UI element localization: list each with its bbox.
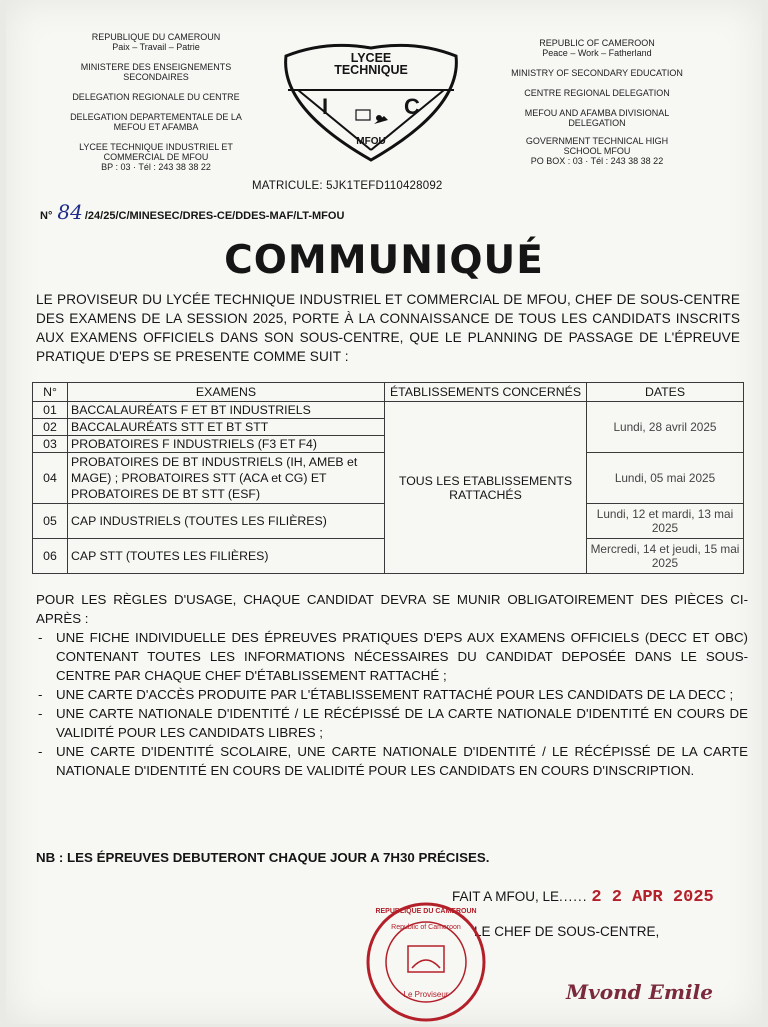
row-num: 06 bbox=[33, 539, 68, 574]
seal-bottom-text: Le Proviseur bbox=[403, 990, 449, 999]
logo-mfou: MFOU bbox=[356, 136, 386, 147]
requirements-intro: POUR LES RÈGLES D'USAGE, CHAQUE CANDIDAT DEVRA SE MUNIR OBLIGATOIREMENT DES PIÈCES CI-APRÈS : bbox=[36, 592, 748, 626]
handwritten-signature: Mvond Emile bbox=[566, 980, 713, 1004]
page-title: COMMUNIQUÉ bbox=[224, 238, 544, 283]
logo-text-top bbox=[276, 52, 466, 76]
row-num: 01 bbox=[33, 402, 68, 419]
reference-prefix: N° bbox=[40, 210, 53, 222]
row-exam: BACCALAURÉATS F ET BT INDUSTRIELS bbox=[68, 402, 385, 419]
row-exam: CAP STT (TOUTES LES FILIÈRES) bbox=[68, 539, 385, 574]
header-right-regional: CENTRE REGIONAL DELEGATION bbox=[524, 88, 670, 98]
table-row bbox=[33, 402, 744, 419]
row-num: 03 bbox=[33, 436, 68, 453]
header-examens: EXAMENS bbox=[68, 383, 385, 402]
header-right-contact: PO BOX : 03 · Tél : 243 38 38 22 bbox=[530, 156, 664, 166]
row-exam: PROBATOIRES DE BT INDUSTRIELS (IH, AMEB et MAGE) ; PROBATOIRES STT (ACA et CG) ET PROBATOIRES DE BT STT (ESF) bbox=[68, 453, 385, 504]
date-cell: Lundi, 12 et mardi, 13 mai 2025 bbox=[587, 504, 744, 539]
header-right bbox=[506, 38, 688, 166]
reference-number bbox=[40, 200, 344, 224]
header-left bbox=[56, 32, 256, 172]
fait-a-text: FAIT A MFOU, LE bbox=[452, 889, 560, 904]
official-seal bbox=[362, 898, 490, 1022]
date-cell: Mercredi, 14 et jeudi, 15 mai 2025 bbox=[587, 539, 744, 574]
header-dates: DATES bbox=[587, 383, 744, 402]
date-cell: Lundi, 28 avril 2025 bbox=[587, 402, 744, 453]
logo-letter-c: C bbox=[404, 94, 420, 119]
list-item: - UNE FICHE INDIVIDUELLE DES ÉPREUVES PRATIQUES D'EPS AUX EXAMENS OFFICIELS (DECC ET OBC) CONTENANT TOUTES LES INFORMATIONS NÉCESSAIRES DU CANDIDAT DEPOSÉE DANS LE SOUS-CENTRE PAR CHAQUE CHEF D'ÉTABLISSEMENT RATTACHÉ ; bbox=[36, 628, 748, 685]
etablissements-cell: TOUS LES ETABLISSEMENTS RATTACHÉS bbox=[385, 402, 587, 574]
logo-technique: TECHNIQUE bbox=[334, 63, 408, 77]
chef-title: LE CHEF DE SOUS-CENTRE, bbox=[474, 924, 660, 939]
header-etablissements: ÉTABLISSEMENTS CONCERNÉS bbox=[385, 383, 587, 402]
header-right-motto: Peace – Work – Fatherland bbox=[542, 48, 652, 58]
header-right-ministry: MINISTRY OF SECONDARY EDUCATION bbox=[511, 68, 683, 78]
matricule: MATRICULE: 5JK1TEFD110428092 bbox=[252, 180, 443, 192]
table-header-row bbox=[33, 383, 744, 402]
header-right-divisional: MEFOU AND AFAMBA DIVISIONAL DELEGATION bbox=[524, 108, 670, 128]
exam-schedule-table bbox=[32, 382, 744, 574]
header-left-contact: BP : 03 · Tél : 243 38 38 22 bbox=[101, 162, 211, 172]
list-item: - UNE CARTE NATIONALE D'IDENTITÉ / LE RÉCÉPISSÉ DE LA CARTE NATIONALE D'IDENTITÉ EN COURS DE VALIDITÉ POUR LES CANDIDATS LIBRES ; bbox=[36, 704, 748, 742]
document-page bbox=[6, 0, 762, 1024]
header-left-divisional: DELEGATION DEPARTEMENTALE DE LA MEFOU ET AFAMBA bbox=[70, 112, 242, 132]
header-left-country: REPUBLIQUE DU CAMEROUN bbox=[91, 32, 221, 42]
row-num: 04 bbox=[33, 453, 68, 504]
list-item: - UNE CARTE D'ACCÈS PRODUITE PAR L'ÉTABLISSEMENT RATTACHÉ POUR LES CANDIDATS DE LA DECC ; bbox=[36, 685, 748, 704]
fait-a-line: FAIT A MFOU, LE...... 2 2 APR 2025 bbox=[452, 888, 714, 907]
reference-handwritten-number: 84 bbox=[57, 200, 83, 224]
row-exam: CAP INDUSTRIELS (TOUTES LES FILIÈRES) bbox=[68, 504, 385, 539]
header-left-motto: Paix – Travail – Patrie bbox=[112, 42, 200, 52]
reference-code: /24/25/C/MINESEC/DRES-CE/DDES-MAF/LT-MFOU bbox=[84, 210, 345, 222]
row-num: 02 bbox=[33, 419, 68, 436]
intro-paragraph: LE PROVISEUR DU LYCÉE TECHNIQUE INDUSTRIEL ET COMMERCIAL DE MFOU, CHEF DE SOUS-CENTRE DES EXAMENS DE LA SESSION 2025, PORTE À LA CONNAISSANCE DE TOUS LES CANDIDATS INSCRITS AUX EXAMENS OFFICIELS DANS SON SOUS-CENTRE, QUE LE PLANNING DE PASSAGE DE L'ÉPREUVE PRATIQUE D'EPS SE PRESENTE COMME SUIT : bbox=[36, 292, 740, 364]
list-item: - UNE CARTE D'IDENTITÉ SCOLAIRE, UNE CARTE NATIONALE D'IDENTITÉ / LE RÉCÉPISSÉ DE LA CARTE NATIONALE D'IDENTITÉ EN COURS DE VALIDITÉ POUR LES CANDIDATS EN COURS D'INSCRIPTION. bbox=[36, 742, 748, 780]
header-left-regional: DELEGATION REGIONALE DU CENTRE bbox=[72, 92, 240, 102]
header-left-school: LYCEE TECHNIQUE INDUSTRIEL ET COMMERCIAL DE MFOU bbox=[79, 142, 233, 162]
seal-inner-text: Republic of Cameroon bbox=[391, 924, 461, 931]
date-cell: Lundi, 05 mai 2025 bbox=[587, 453, 744, 504]
school-logo bbox=[276, 38, 466, 162]
header-right-school: GOVERNMENT TECHNICAL HIGH SCHOOL MFOU bbox=[525, 136, 669, 156]
row-num: 05 bbox=[33, 504, 68, 539]
header-right-country: REPUBLIC OF CAMEROON bbox=[539, 38, 655, 48]
logo-lycee: LYCEE bbox=[350, 51, 392, 65]
seal-graphic bbox=[362, 898, 490, 1022]
row-exam: BACCALAURÉATS STT ET BT STT bbox=[68, 419, 385, 436]
seal-ring-text: REPUBLIQUE DU CAMEROUN bbox=[375, 908, 477, 915]
header-left-ministry: MINISTERE DES ENSEIGNEMENTS SECONDAIRES bbox=[80, 62, 232, 82]
requirements-section bbox=[36, 590, 748, 780]
logo-letter-i: I bbox=[322, 94, 329, 119]
stamp-date: 2 2 APR 2025 bbox=[591, 888, 714, 907]
row-exam: PROBATOIRES F INDUSTRIELS (F3 ET F4) bbox=[68, 436, 385, 453]
nb-note: NB : LES ÉPREUVES DEBUTERONT CHAQUE JOUR A 7H30 PRÉCISES. bbox=[36, 850, 490, 865]
header-num: N° bbox=[33, 383, 68, 402]
